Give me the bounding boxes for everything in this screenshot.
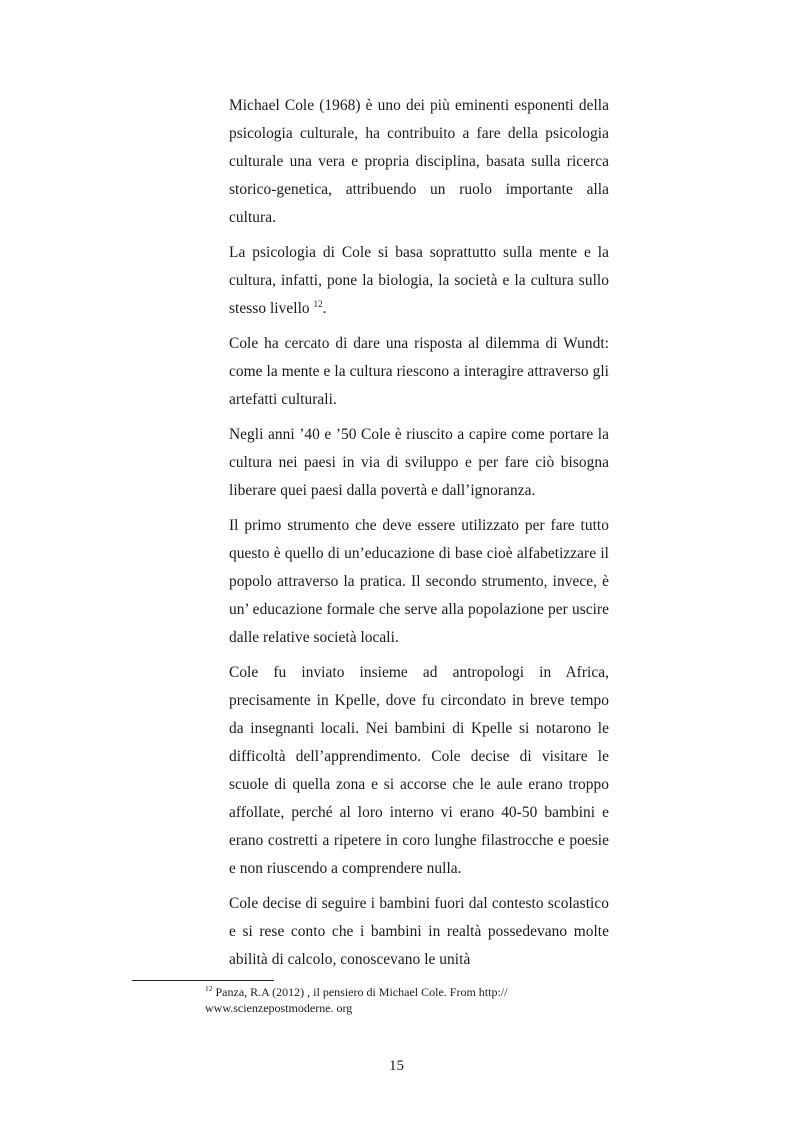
paragraph-cole-intro: [229, 92, 609, 232]
footnote-text: Panza, R.A (2012) , il pensiero di Michael Cole. From http:// www.scienzepostmoderne. org: [205, 985, 508, 1015]
paragraph-text: Cole decise di seguire i bambini fuori dal contesto scolastico e si rese conto che i bambini in realtà possedevano molte abilità di calcolo, conoscevano le unità: [229, 895, 609, 968]
paragraph-education-tools: [229, 512, 609, 652]
paragraph-outside-school: [229, 890, 609, 974]
footnote-reference[interactable]: 12: [313, 298, 323, 309]
paragraph-developing-countries: [229, 421, 609, 505]
paragraph-text-end: .: [322, 300, 327, 317]
paragraph-cole-psychology: [229, 239, 609, 323]
footnote-divider: [132, 980, 274, 981]
paragraph-text: Il primo strumento che deve essere utilizzato per fare tutto questo è quello di un’educazione di base cioè alfabetizzare il popolo attraverso la pratica. Il secondo strumento, invece, è un’ educazione formale che serve alla popolazione per uscire dalle relative società locali.: [229, 517, 609, 646]
paragraph-kpelle: [229, 659, 609, 883]
paragraph-text: La psicologia di Cole si basa soprattutto sulla mente e la cultura, infatti, pone la biologia, la società e la cultura sullo stesso livello: [229, 244, 609, 317]
paragraph-text: Cole ha cercato di dare una risposta al dilemma di Wundt: come la mente e la cultura riescono a interagire attraverso gli artefatti culturali.: [229, 335, 609, 408]
page-number: 15: [389, 1058, 404, 1074]
paragraph-text: Negli anni ’40 e ’50 Cole è riuscito a capire come portare la cultura nei paesi in via di sviluppo e per fare ciò bisogna liberare quei paesi dalla povertà e dall’ignoranza.: [229, 426, 609, 499]
paragraph-text: Cole fu inviato insieme ad antropologi in Africa, precisamente in Kpelle, dove fu circondato in breve tempo da insegnanti locali. Nei bambini di Kpelle si notarono le difficoltà dell’apprendimento. Cole decise di visitare le scuole di quella zona e si accorse che le aule erano troppo affollate, perché al loro interno vi erano 40-50 bambini e erano costretti a ripetere in coro lunghe filastrocche e poesie e non riuscendo a comprendere nulla.: [229, 664, 609, 877]
paragraph-text: Michael Cole (1968) è uno dei più eminenti esponenti della psicologia culturale, ha contribuito a fare della psicologia culturale una vera e propria disciplina, basata sulla ricerca storico-genetica, attribuendo un ruolo importante alla cultura.: [229, 97, 609, 226]
footnote-number: 12: [205, 984, 213, 993]
paragraph-wundt-dilemma: [229, 330, 609, 414]
footnote: [205, 984, 605, 1016]
body-text: [229, 92, 609, 974]
